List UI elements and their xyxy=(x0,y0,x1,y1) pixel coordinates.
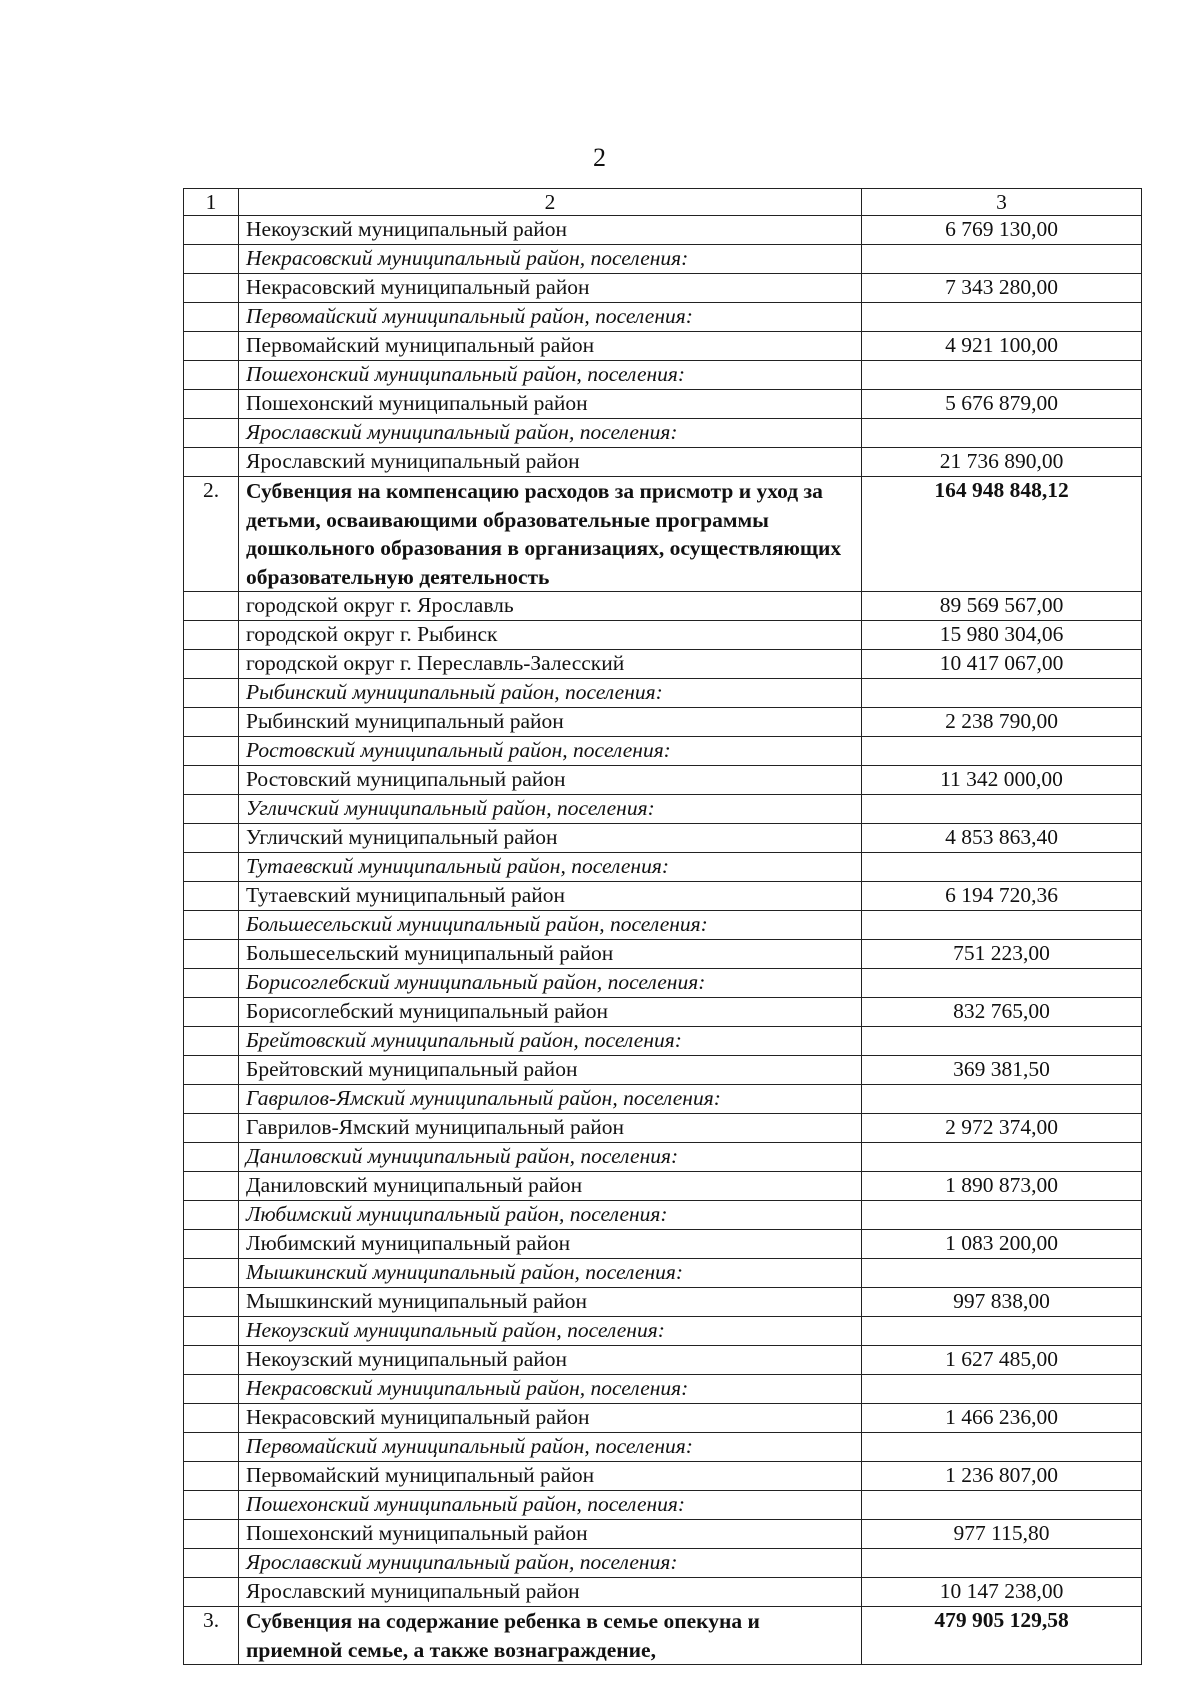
row-number-cell xyxy=(184,679,239,708)
page-number: 2 xyxy=(593,143,607,172)
row-number-cell xyxy=(184,766,239,795)
row-label-cell: Тутаевский муниципальный район, поселения: xyxy=(239,853,862,882)
table-row xyxy=(184,679,1142,708)
row-amount-cell xyxy=(862,911,1142,940)
row-amount-cell xyxy=(862,1201,1142,1230)
row-label-cell: Пошехонский муниципальный район, поселения: xyxy=(239,1491,862,1520)
row-number-cell xyxy=(184,940,239,969)
row-number-cell xyxy=(184,448,239,477)
row-number-cell xyxy=(184,1317,239,1346)
row-label-cell: Ярославский муниципальный район, поселения: xyxy=(239,419,862,448)
row-amount-cell xyxy=(862,419,1142,448)
row-amount-cell xyxy=(862,303,1142,332)
row-amount-cell xyxy=(862,1143,1142,1172)
row-label-cell: Борисоглебский муниципальный район, поселения: xyxy=(239,969,862,998)
row-amount-cell: 4 853 863,40 xyxy=(862,824,1142,853)
row-number-cell xyxy=(184,1172,239,1201)
table-row xyxy=(184,1375,1142,1404)
row-label-cell: Любимский муниципальный район xyxy=(239,1230,862,1259)
table-row xyxy=(184,390,1142,419)
table-row xyxy=(184,245,1142,274)
row-label-cell: городской округ г. Переславль-Залесский xyxy=(239,650,862,679)
row-label-cell: Ростовский муниципальный район xyxy=(239,766,862,795)
row-amount-cell xyxy=(862,1027,1142,1056)
row-number-cell xyxy=(184,824,239,853)
row-amount-cell xyxy=(862,853,1142,882)
row-amount-cell: 369 381,50 xyxy=(862,1056,1142,1085)
row-label-cell: Большесельский муниципальный район, поселения: xyxy=(239,911,862,940)
row-label-cell: Некоузский муниципальный район xyxy=(239,216,862,245)
row-label-cell: Субвенция на компенсацию расходов за присмотр и уход за детьми, осваивающими образовательные программы дошкольного образования в организациях, осуществляющих образовательную деятельность xyxy=(239,477,862,592)
table-row xyxy=(184,969,1142,998)
row-amount-cell: 977 115,80 xyxy=(862,1520,1142,1549)
table-row xyxy=(184,1114,1142,1143)
table-row xyxy=(184,708,1142,737)
table-row xyxy=(184,1549,1142,1578)
table-row xyxy=(184,1172,1142,1201)
row-number-cell xyxy=(184,1520,239,1549)
row-amount-cell: 164 948 848,12 xyxy=(862,477,1142,592)
row-label-cell: Некоузский муниципальный район xyxy=(239,1346,862,1375)
row-label-cell: Первомайский муниципальный район, поселения: xyxy=(239,1433,862,1462)
row-number-cell xyxy=(184,1259,239,1288)
row-number-cell xyxy=(184,882,239,911)
row-label-cell: Субвенция на содержание ребенка в семье опекуна и приемной семье, а также вознаграждение, xyxy=(239,1607,862,1665)
row-label-cell: Угличский муниципальный район, поселения: xyxy=(239,795,862,824)
row-label-cell: Первомайский муниципальный район xyxy=(239,332,862,361)
row-label-cell: Гаврилов-Ямский муниципальный район xyxy=(239,1114,862,1143)
table-row xyxy=(184,274,1142,303)
row-number-cell xyxy=(184,1549,239,1578)
row-amount-cell: 4 921 100,00 xyxy=(862,332,1142,361)
table-row xyxy=(184,911,1142,940)
row-number-cell xyxy=(184,1230,239,1259)
row-amount-cell: 21 736 890,00 xyxy=(862,448,1142,477)
row-number-cell xyxy=(184,969,239,998)
row-amount-cell: 1 236 807,00 xyxy=(862,1462,1142,1491)
row-number-cell xyxy=(184,1491,239,1520)
row-amount-cell: 11 342 000,00 xyxy=(862,766,1142,795)
row-label-cell: Некрасовский муниципальный район, поселения: xyxy=(239,245,862,274)
row-label-cell: Некоузский муниципальный район, поселения: xyxy=(239,1317,862,1346)
table-row xyxy=(184,1259,1142,1288)
row-label-cell: Пошехонский муниципальный район xyxy=(239,390,862,419)
row-number-cell xyxy=(184,1114,239,1143)
column-header-1: 1 xyxy=(184,189,239,216)
row-amount-cell: 1 890 873,00 xyxy=(862,1172,1142,1201)
subvention-table xyxy=(183,188,1142,1665)
row-label-cell: Некрасовский муниципальный район, поселения: xyxy=(239,1375,862,1404)
row-number-cell xyxy=(184,1578,239,1607)
row-amount-cell xyxy=(862,679,1142,708)
row-label-cell: Рыбинский муниципальный район xyxy=(239,708,862,737)
row-label-cell: Большесельский муниципальный район xyxy=(239,940,862,969)
row-amount-cell xyxy=(862,361,1142,390)
row-amount-cell xyxy=(862,1491,1142,1520)
row-amount-cell: 5 676 879,00 xyxy=(862,390,1142,419)
row-number-cell xyxy=(184,795,239,824)
table-row xyxy=(184,332,1142,361)
table-row xyxy=(184,1578,1142,1607)
row-number-cell xyxy=(184,650,239,679)
row-amount-cell: 1 627 485,00 xyxy=(862,1346,1142,1375)
table-row xyxy=(184,1085,1142,1114)
row-amount-cell: 997 838,00 xyxy=(862,1288,1142,1317)
table-row xyxy=(184,853,1142,882)
row-amount-cell: 1 466 236,00 xyxy=(862,1404,1142,1433)
table-row xyxy=(184,1346,1142,1375)
row-amount-cell: 479 905 129,58 xyxy=(862,1607,1142,1665)
row-amount-cell xyxy=(862,1259,1142,1288)
row-amount-cell: 2 972 374,00 xyxy=(862,1114,1142,1143)
row-label-cell: городской округ г. Рыбинск xyxy=(239,621,862,650)
row-label-cell: Тутаевский муниципальный район xyxy=(239,882,862,911)
row-label-cell: Мышкинский муниципальный район, поселения: xyxy=(239,1259,862,1288)
row-number-cell xyxy=(184,737,239,766)
row-number-cell xyxy=(184,361,239,390)
row-amount-cell: 7 343 280,00 xyxy=(862,274,1142,303)
section-row xyxy=(184,1607,1142,1665)
table-row xyxy=(184,1230,1142,1259)
row-label-cell: Гаврилов-Ямский муниципальный район, поселения: xyxy=(239,1085,862,1114)
table-row xyxy=(184,1433,1142,1462)
row-number-cell xyxy=(184,592,239,621)
row-label-cell: Угличский муниципальный район xyxy=(239,824,862,853)
table-row xyxy=(184,795,1142,824)
row-amount-cell xyxy=(862,1317,1142,1346)
table-header-row xyxy=(184,189,1142,216)
row-number-cell xyxy=(184,621,239,650)
row-number-cell xyxy=(184,1056,239,1085)
row-amount-cell xyxy=(862,1433,1142,1462)
table-row xyxy=(184,650,1142,679)
row-amount-cell xyxy=(862,737,1142,766)
row-amount-cell: 89 569 567,00 xyxy=(862,592,1142,621)
row-amount-cell: 10 417 067,00 xyxy=(862,650,1142,679)
table-row xyxy=(184,1027,1142,1056)
table-row xyxy=(184,824,1142,853)
row-amount-cell: 6 769 130,00 xyxy=(862,216,1142,245)
row-label-cell: Пошехонский муниципальный район xyxy=(239,1520,862,1549)
row-amount-cell xyxy=(862,1549,1142,1578)
table-row xyxy=(184,940,1142,969)
table-row xyxy=(184,1317,1142,1346)
table-row xyxy=(184,303,1142,332)
row-number-cell xyxy=(184,1404,239,1433)
row-number-cell xyxy=(184,911,239,940)
table-row xyxy=(184,1404,1142,1433)
row-label-cell: городской округ г. Ярославль xyxy=(239,592,862,621)
row-amount-cell: 6 194 720,36 xyxy=(862,882,1142,911)
table-row xyxy=(184,448,1142,477)
row-amount-cell xyxy=(862,245,1142,274)
table-row xyxy=(184,216,1142,245)
row-label-cell: Пошехонский муниципальный район, поселения: xyxy=(239,361,862,390)
table-row xyxy=(184,766,1142,795)
table-row xyxy=(184,1201,1142,1230)
table-row xyxy=(184,1056,1142,1085)
row-amount-cell xyxy=(862,1085,1142,1114)
row-number-cell xyxy=(184,1375,239,1404)
row-label-cell: Ярославский муниципальный район, поселения: xyxy=(239,1549,862,1578)
row-label-cell: Даниловский муниципальный район xyxy=(239,1172,862,1201)
section-row xyxy=(184,477,1142,592)
row-number-cell xyxy=(184,1201,239,1230)
row-number-cell xyxy=(184,274,239,303)
row-number-cell xyxy=(184,1433,239,1462)
row-number-cell xyxy=(184,1462,239,1491)
row-number-cell xyxy=(184,853,239,882)
row-number-cell xyxy=(184,1346,239,1375)
row-label-cell: Любимский муниципальный район, поселения: xyxy=(239,1201,862,1230)
row-number-cell xyxy=(184,708,239,737)
row-number-cell xyxy=(184,1288,239,1317)
table-row xyxy=(184,998,1142,1027)
row-amount-cell: 751 223,00 xyxy=(862,940,1142,969)
row-label-cell: Первомайский муниципальный район xyxy=(239,1462,862,1491)
table-row xyxy=(184,1491,1142,1520)
table-row xyxy=(184,419,1142,448)
row-number-cell: 3. xyxy=(184,1607,239,1665)
row-amount-cell: 10 147 238,00 xyxy=(862,1578,1142,1607)
row-number-cell xyxy=(184,1143,239,1172)
table-row xyxy=(184,592,1142,621)
row-number-cell xyxy=(184,245,239,274)
row-label-cell: Ярославский муниципальный район xyxy=(239,448,862,477)
row-number-cell xyxy=(184,332,239,361)
row-number-cell xyxy=(184,216,239,245)
row-number-cell xyxy=(184,998,239,1027)
row-label-cell: Рыбинский муниципальный район, поселения: xyxy=(239,679,862,708)
table-row xyxy=(184,1520,1142,1549)
table-row xyxy=(184,1143,1142,1172)
row-number-cell: 2. xyxy=(184,477,239,592)
row-amount-cell: 15 980 304,06 xyxy=(862,621,1142,650)
row-label-cell: Брейтовский муниципальный район xyxy=(239,1056,862,1085)
table-row xyxy=(184,1288,1142,1317)
table-row xyxy=(184,882,1142,911)
row-number-cell xyxy=(184,390,239,419)
row-label-cell: Некрасовский муниципальный район xyxy=(239,1404,862,1433)
row-amount-cell: 832 765,00 xyxy=(862,998,1142,1027)
row-number-cell xyxy=(184,1085,239,1114)
row-label-cell: Ярославский муниципальный район xyxy=(239,1578,862,1607)
row-amount-cell xyxy=(862,795,1142,824)
row-label-cell: Первомайский муниципальный район, поселения: xyxy=(239,303,862,332)
column-header-2: 2 xyxy=(239,189,862,216)
row-label-cell: Брейтовский муниципальный район, поселения: xyxy=(239,1027,862,1056)
column-header-3: 3 xyxy=(862,189,1142,216)
row-amount-cell xyxy=(862,969,1142,998)
row-label-cell: Даниловский муниципальный район, поселения: xyxy=(239,1143,862,1172)
row-label-cell: Некрасовский муниципальный район xyxy=(239,274,862,303)
table-row xyxy=(184,737,1142,766)
row-number-cell xyxy=(184,419,239,448)
row-label-cell: Борисоглебский муниципальный район xyxy=(239,998,862,1027)
row-amount-cell xyxy=(862,1375,1142,1404)
row-number-cell xyxy=(184,303,239,332)
row-number-cell xyxy=(184,1027,239,1056)
row-amount-cell: 2 238 790,00 xyxy=(862,708,1142,737)
row-label-cell: Ростовский муниципальный район, поселения: xyxy=(239,737,862,766)
table-row xyxy=(184,361,1142,390)
row-label-cell: Мышкинский муниципальный район xyxy=(239,1288,862,1317)
row-amount-cell: 1 083 200,00 xyxy=(862,1230,1142,1259)
table-row xyxy=(184,621,1142,650)
table-row xyxy=(184,1462,1142,1491)
table-body xyxy=(184,189,1142,1665)
